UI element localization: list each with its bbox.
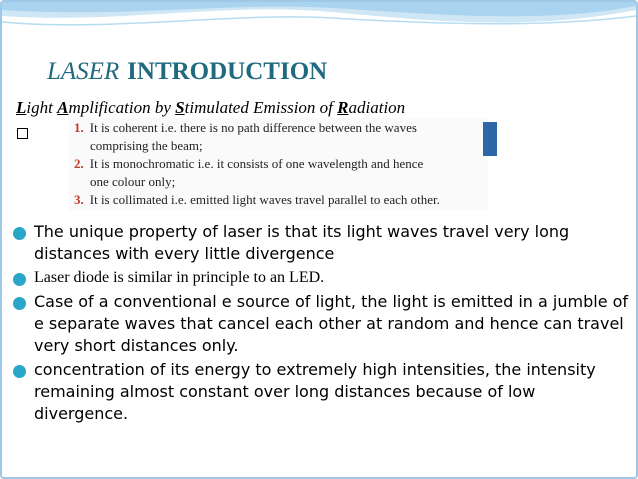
bullet-item [12, 221, 632, 265]
bullet-text: Case of a conventional e source of light, the light is emitted in a jumble of e separate waves that cancel each other at random and hence can travel very short distances only. [34, 292, 629, 355]
property-number: 2. [74, 156, 84, 171]
acronym-initial-a: A [57, 98, 69, 117]
property-text: comprising the beam; [90, 138, 203, 153]
property-number: 3. [74, 192, 84, 207]
decorative-wave-band [2, 2, 636, 36]
bullet-dot-icon [13, 227, 26, 240]
property-line [90, 174, 175, 190]
bullet-list [12, 221, 632, 425]
bullet-item [12, 359, 632, 425]
bullet-text: Laser diode is similar in principle to an LED. [34, 269, 325, 286]
properties-image [68, 118, 488, 210]
acronym-rest: mplification by [68, 98, 176, 117]
property-number: 1. [74, 120, 84, 135]
bullet-item [12, 291, 632, 357]
title-laser: LASER [47, 58, 120, 85]
acronym-initial-l: L [16, 98, 27, 117]
acronym-line [16, 98, 405, 118]
acronym-initial-r: R [337, 98, 349, 117]
title-introduction: INTRODUCTION [127, 58, 328, 85]
acronym-rest: timulated Emission of [184, 98, 338, 117]
checkbox-bullet-icon [17, 128, 28, 139]
blue-bar-decoration [483, 122, 497, 156]
bullet-dot-icon [13, 297, 26, 310]
property-line [74, 156, 423, 172]
acronym-initial-s: S [175, 98, 185, 117]
bullet-text: concentration of its energy to extremely high intensities, the intensity remaining almost constant over long distances because of low divergence. [34, 360, 596, 423]
bullet-dot-icon [13, 273, 26, 286]
bullet-text: The unique property of laser is that its light waves travel very long distances with every little divergence [34, 222, 570, 263]
property-line [74, 120, 417, 136]
property-text: It is coherent i.e. there is no path difference between the waves [89, 120, 417, 135]
slide-title [47, 56, 327, 86]
property-line [74, 192, 440, 208]
bullet-item [12, 267, 632, 289]
property-text: one colour only; [90, 174, 176, 189]
bullet-dot-icon [13, 365, 26, 378]
acronym-rest: ight [26, 98, 58, 117]
acronym-rest: adiation [348, 98, 406, 117]
property-line [90, 138, 203, 154]
property-text: It is monochromatic i.e. it consists of one wavelength and hence [89, 156, 424, 171]
property-text: It is collimated i.e. emitted light waves travel parallel to each other. [89, 192, 440, 207]
